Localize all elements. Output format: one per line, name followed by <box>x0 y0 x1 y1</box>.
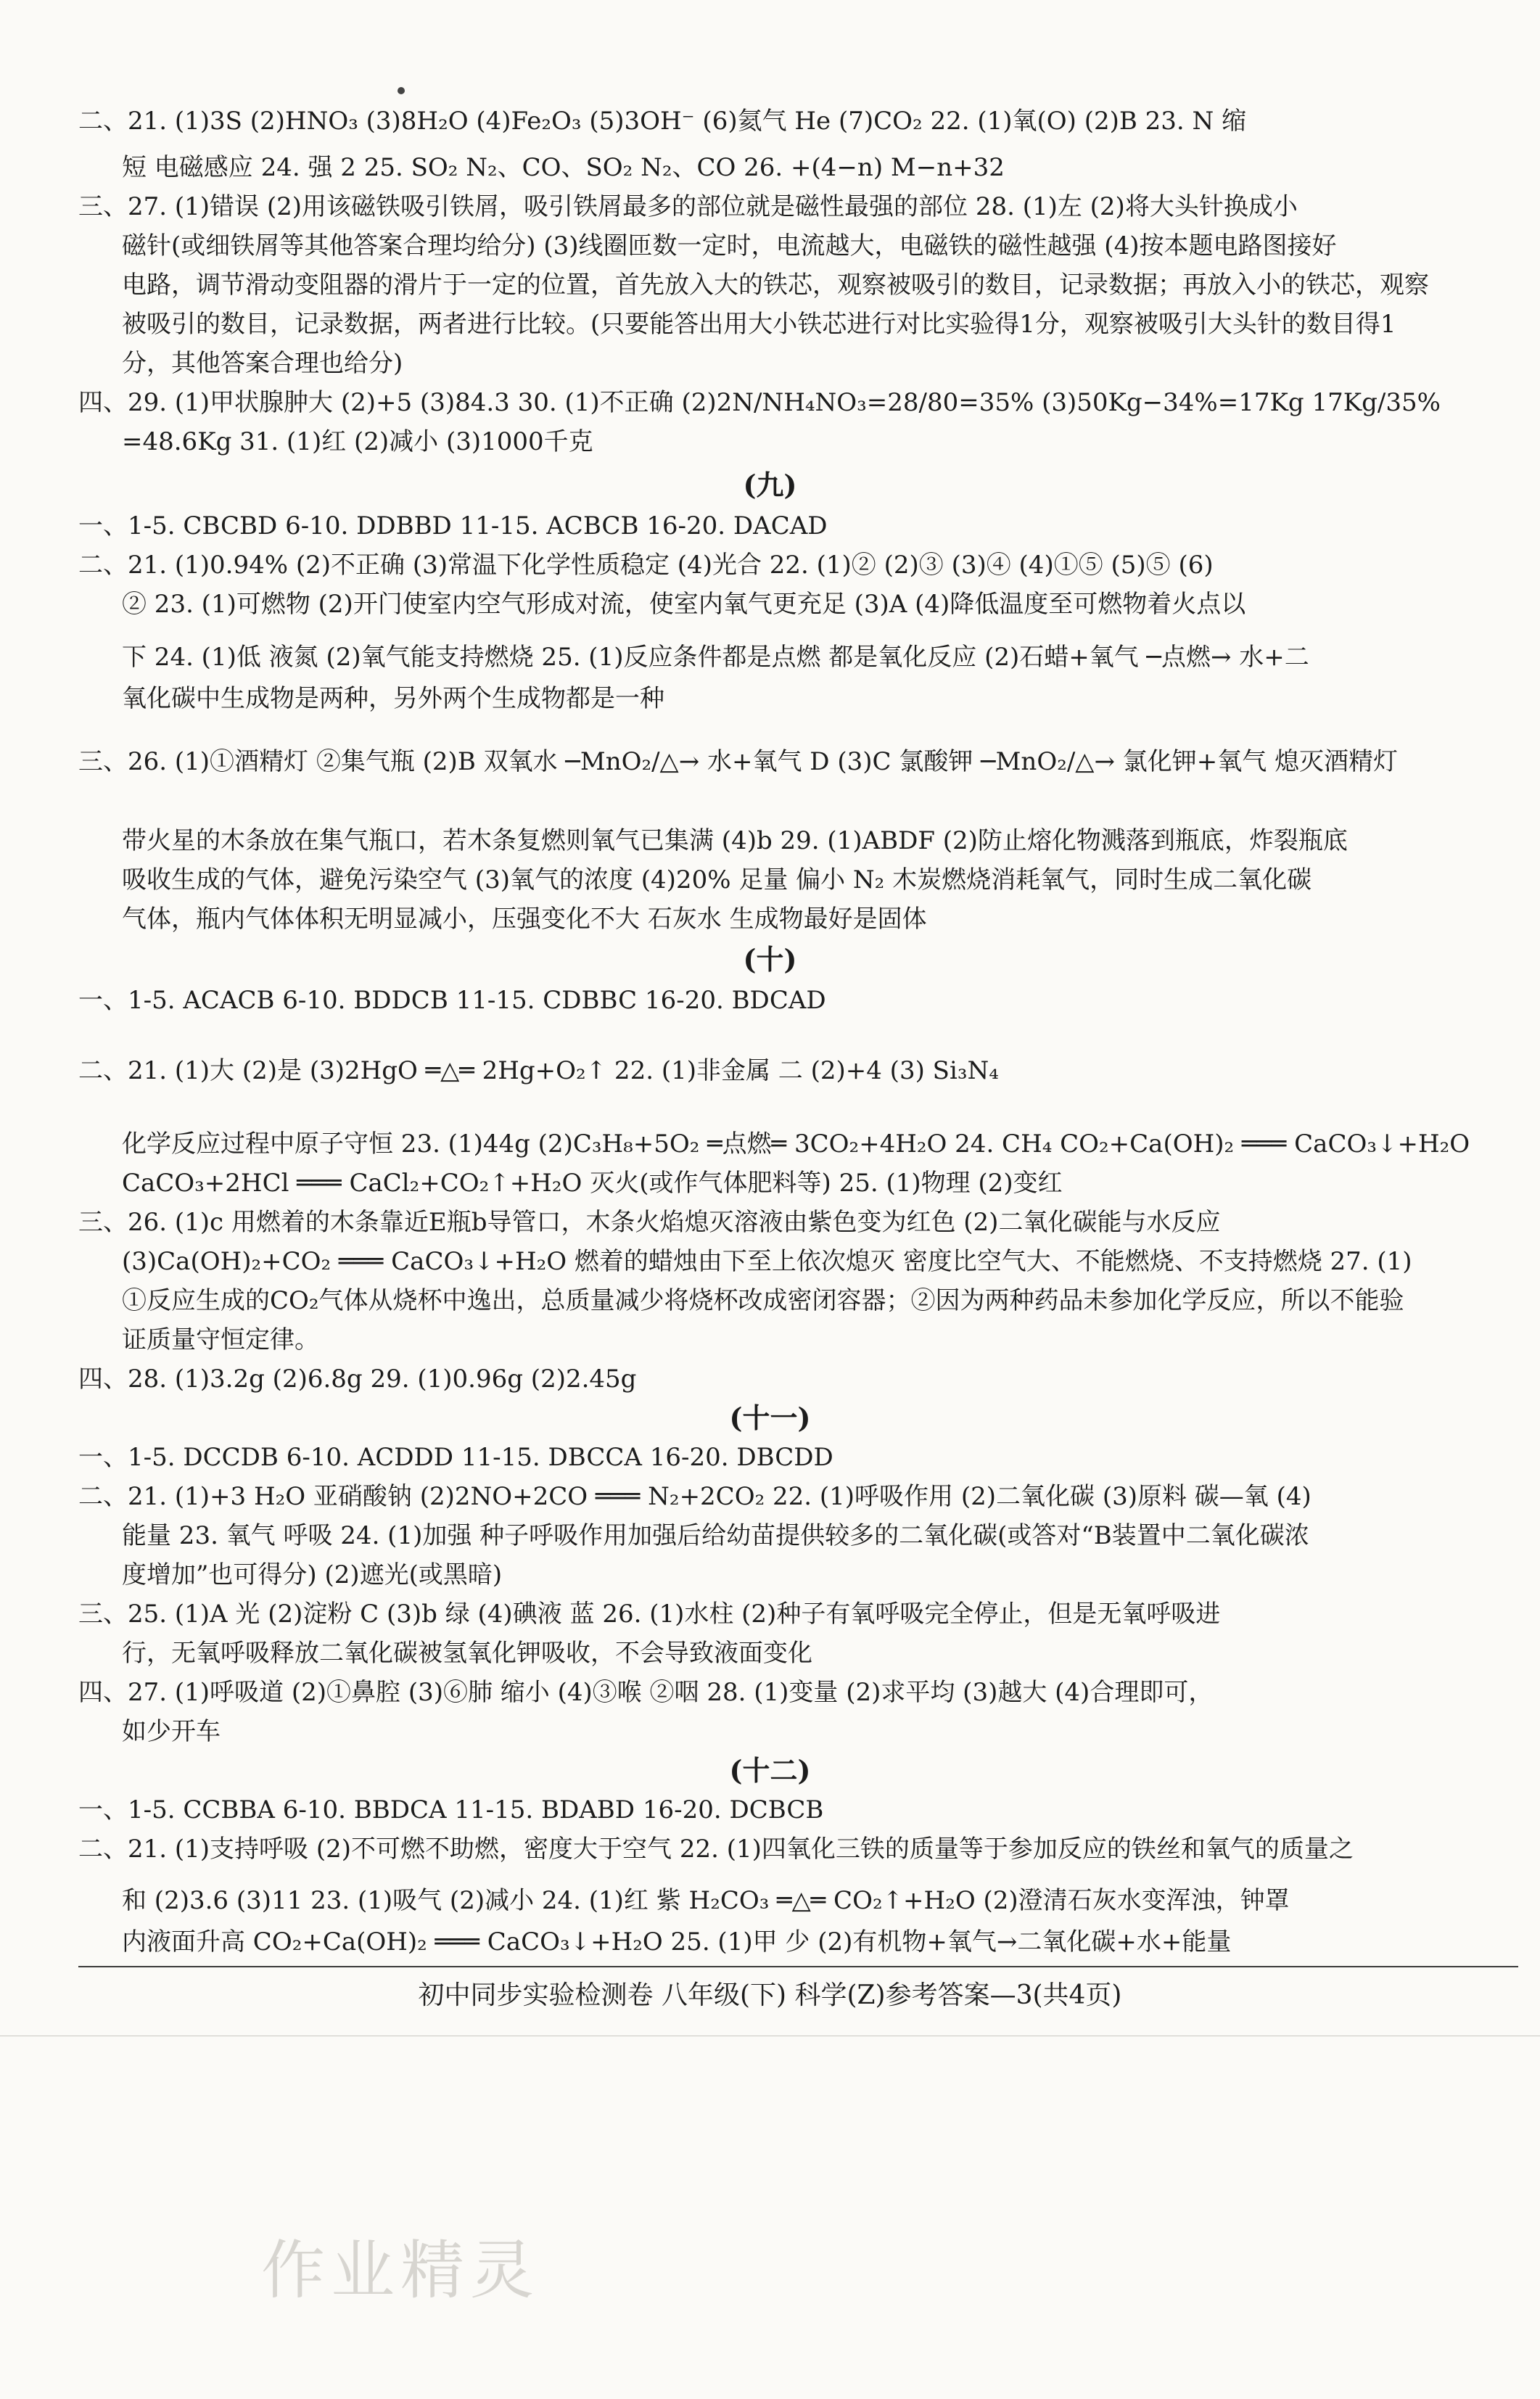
answer-line: 带火星的木条放在集气瓶口，若木条复燃则氧气已集满 (4)b 29. (1)ABDF (2)防止熔化物溅落到瓶底，炸裂瓶底 <box>122 826 1348 855</box>
answer-line: 二、21. (1)支持呼吸 (2)不可燃不助燃，密度大于空气 22. (1)四氧化三铁的质量等于参加反应的铁丝和氧气的质量之 <box>78 1835 1354 1864</box>
scan-speck <box>398 87 405 94</box>
section-heading: (十二) <box>729 1754 811 1787</box>
answer-line: ①反应生成的CO₂气体从烧杯中逸出，总质量减少将烧杯改成密闭容器；②因为两种药品未参加化学反应，所以不能验 <box>122 1286 1404 1315</box>
answer-line: =48.6Kg 31. (1)红 (2)减小 (3)1000千克 <box>122 427 593 456</box>
watermark: 作业精灵 <box>261 2233 540 2308</box>
answer-line: 下 24. (1)低 液氮 (2)氧气能支持燃烧 25. (1)反应条件都是点燃 都是氧化反应 (2)石蜡+氧气 ─点燃→ 水+二 <box>122 643 1309 672</box>
answer-line: 三、27. (1)错误 (2)用该磁铁吸引铁屑，吸引铁屑最多的部位就是磁性最强的部位 28. (1)左 (2)将大头针换成小 <box>78 192 1298 221</box>
answer-line: 和 (2)3.6 (3)11 23. (1)吸气 (2)减小 24. (1)红 紫 H₂CO₃ ═△═ CO₂↑+H₂O (2)澄清石灰水变浑浊，钟罩 <box>122 1886 1290 1915</box>
answer-line: 证质量守恒定律。 <box>122 1325 319 1354</box>
answer-line: ② 23. (1)可燃物 (2)开门使室内空气形成对流，使室内氧气更充足 (3)A (4)降低温度至可燃物着火点以 <box>122 590 1246 619</box>
answer-line: 四、27. (1)呼吸道 (2)①鼻腔 (3)⑥肺 缩小 (4)③喉 ②咽 28. (1)变量 (2)求平均 (3)越大 (4)合理即可， <box>78 1678 1214 1707</box>
answer-line: 内液面升高 CO₂+Ca(OH)₂ ═══ CaCO₃↓+H₂O 25. (1)甲 少 (2)有机物+氧气→二氧化碳+水+能量 <box>122 1927 1232 1956</box>
answer-line: 三、25. (1)A 光 (2)淀粉 C (3)b 绿 (4)碘液 蓝 26. (1)水柱 (2)种子有氧呼吸完全停止，但是无氧呼吸进 <box>78 1600 1221 1629</box>
page-footer: 初中同步实验检测卷 八年级(下) 科学(Z)参考答案—3(共4页) <box>418 1980 1122 2010</box>
footer-rule <box>78 1966 1518 1967</box>
answer-line: 一、1-5. ACACB 6-10. BDDCB 11-15. CDBBC 16-20. BDCAD <box>78 986 826 1015</box>
answer-line: 分，其他答案合理也给分) <box>122 349 403 378</box>
section-heading: (十一) <box>729 1402 811 1434</box>
answer-line: 四、29. (1)甲状腺肿大 (2)+5 (3)84.3 30. (1)不正确 (2)2N/NH₄NO₃=28/80=35% (3)50Kg−34%=17Kg 17Kg/35% <box>78 388 1441 417</box>
answer-line: 度增加”也可得分) (2)遮光(或黑暗) <box>122 1560 503 1589</box>
answer-line: 二、21. (1)0.94% (2)不正确 (3)常温下化学性质稳定 (4)光合 22. (1)② (2)③ (3)④ (4)①⑤ (5)⑤ (6) <box>78 551 1214 580</box>
answer-line: 三、26. (1)①酒精灯 ②集气瓶 (2)B 双氧水 ─MnO₂/△→ 水+氧气 D (3)C 氯酸钾 ─MnO₂/△→ 氯化钾+氧气 熄灭酒精灯 <box>78 747 1399 776</box>
answer-line: 电路，调节滑动变阻器的滑片于一定的位置，首先放入大的铁芯，观察被吸引的数目，记录数据；再放入小的铁芯，观察 <box>122 271 1429 300</box>
answer-line: CaCO₃+2HCl ═══ CaCl₂+CO₂↑+H₂O 灭火(或作气体肥料等) 25. (1)物理 (2)变红 <box>122 1169 1063 1198</box>
answer-line: 氧化碳中生成物是两种，另外两个生成物都是一种 <box>122 684 664 713</box>
answer-line: 三、26. (1)c 用燃着的木条靠近E瓶b导管口，木条火焰熄灭溶液由紫色变为红色 (2)二氧化碳能与水反应 <box>78 1208 1221 1237</box>
answer-line: 被吸引的数目，记录数据，两者进行比较。(只要能答出用大小铁芯进行对比实验得1分，观察被吸引大头针的数目得1 <box>122 310 1396 339</box>
answer-line: 一、1-5. CCBBA 6-10. BBDCA 11-15. BDABD 16-20. DCBCB <box>78 1795 824 1824</box>
answer-line: 二、21. (1)+3 H₂O 亚硝酸钠 (2)2NO+2CO ═══ N₂+2CO₂ 22. (1)呼吸作用 (2)二氧化碳 (3)原料 碳—氧 (4) <box>78 1482 1312 1511</box>
answer-line: 一、1-5. DCCDB 6-10. ACDDD 11-15. DBCCA 16-20. DBCDD <box>78 1443 833 1472</box>
answer-line: 二、21. (1)大 (2)是 (3)2HgO ═△═ 2Hg+O₂↑ 22. (1)非金属 二 (2)+4 (3) Si₃N₄ <box>78 1056 999 1085</box>
answer-line: 化学反应过程中原子守恒 23. (1)44g (2)C₃H₈+5O₂ ═点燃═ 3CO₂+4H₂O 24. CH₄ CO₂+Ca(OH)₂ ═══ CaCO₃↓+H₂O <box>122 1129 1470 1159</box>
answer-line: 如少开车 <box>122 1717 221 1746</box>
answer-line: 磁针(或细铁屑等其他答案合理均给分) (3)线圈匝数一定时，电流越大，电磁铁的磁性越强 (4)按本题电路图接好 <box>122 231 1337 260</box>
answer-line: 气体，瓶内气体体积无明显减小，压强变化不大 石灰水 生成物最好是固体 <box>122 905 927 934</box>
answer-line: 短 电磁感应 24. 强 2 25. SO₂ N₂、CO、SO₂ N₂、CO 26. +(4−n) M−n+32 <box>122 153 1005 182</box>
answer-line: 行，无氧呼吸释放二氧化碳被氢氧化钾吸收，不会导致液面变化 <box>122 1639 812 1668</box>
answer-line: 二、21. (1)3S (2)HNO₃ (3)8H₂O (4)Fe₂O₃ (5)3OH⁻ (6)氦气 He (7)CO₂ 22. (1)氧(O) (2)B 23. N 缩 <box>78 107 1247 136</box>
answer-line: 吸收生成的气体，避免污染空气 (3)氧气的浓度 (4)20% 足量 偏小 N₂ 木炭燃烧消耗氧气，同时生成二氧化碳 <box>122 865 1312 894</box>
answer-line: 一、1-5. CBCBD 6-10. DDBBD 11-15. ACBCB 16-20. DACAD <box>78 511 828 540</box>
answer-line: 四、28. (1)3.2g (2)6.8g 29. (1)0.96g (2)2.45g <box>78 1365 637 1394</box>
answer-line: 能量 23. 氧气 呼吸 24. (1)加强 种子呼吸作用加强后给幼苗提供较多的二氧化碳(或答对“B装置中二氧化碳浓 <box>122 1521 1309 1550</box>
answer-line: (3)Ca(OH)₂+CO₂ ═══ CaCO₃↓+H₂O 燃着的蜡烛由下至上依次熄灭 密度比空气大、不能燃烧、不支持燃烧 27. (1) <box>122 1247 1412 1276</box>
section-heading: (九) <box>743 469 797 501</box>
section-heading: (十) <box>743 943 797 976</box>
